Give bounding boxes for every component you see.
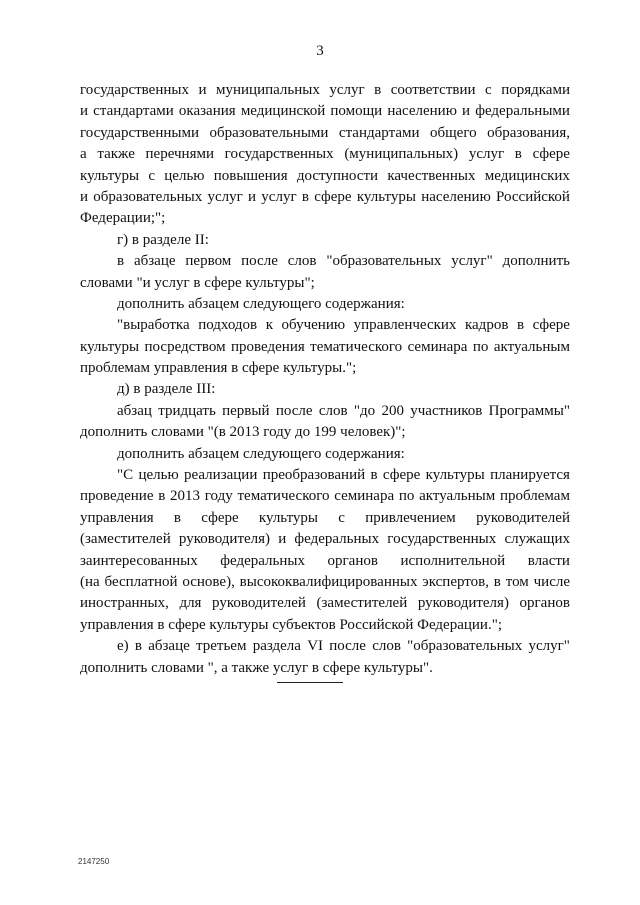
document-code: 2147250 [78, 857, 110, 866]
page-number: 3 [316, 43, 324, 59]
text-line: в абзаце первом после слов "образовательных услуг" дополнить [117, 253, 570, 270]
text-line: г) в разделе II: [117, 231, 209, 248]
text-line: а также перечнями государственных (муниципальных) услуг в сфере [80, 146, 570, 163]
text-line: государственных и муниципальных услуг в соответствии с порядками [80, 82, 570, 98]
text-line: дополнить абзацем следующего содержания: [117, 295, 405, 312]
text-line: "С целью реализации преобразований в сфере культуры планируется [117, 467, 570, 484]
text-line: дополнить абзацем следующего содержания: [117, 445, 405, 462]
text-line: (на бесплатной основе), высококвалифицированных экспертов, в том числе [80, 573, 570, 590]
closing-divider [277, 682, 343, 683]
text-line: государственными образовательными стандартами общего образования, [80, 124, 570, 141]
text-line: дополнить словами ", а также услуг в сфере культуры". [80, 659, 433, 676]
text-line: управления в сфере культуры субъектов Российской Федерации."; [80, 616, 502, 633]
text-line: Федерации;"; [80, 210, 166, 227]
text-line: управления в сфере культуры с привлечением руководителей [80, 509, 570, 526]
text-line: культуры с целью повышения доступности качественных медицинских [80, 167, 570, 184]
text-line: проведение в 2013 году тематического семинара по актуальным проблемам [80, 488, 570, 505]
text-line: "выработка подходов к обучению управленческих кадров в сфере [117, 317, 570, 334]
text-line: абзац тридцать первый после слов "до 200 участников Программы" [117, 402, 570, 419]
text-line: заинтересованных федеральных органов исполнительной власти [80, 552, 570, 569]
text-line: словами "и услуг в сфере культуры"; [80, 274, 315, 291]
text-line: е) в абзаце третьем раздела VI после слов "образовательных услуг" [117, 638, 570, 655]
text-line: культуры посредством проведения тематического семинара по актуальным [80, 338, 570, 355]
text-line: проблемам управления в сфере культуры."; [80, 360, 357, 377]
text-line: (заместителей руководителя) и федеральных государственных служащих [80, 531, 570, 548]
text-line: д) в разделе III: [117, 381, 216, 398]
text-line: иностранных, для руководителей (заместителей руководителя) органов [80, 595, 570, 612]
text-line: и стандартами оказания медицинской помощи населению и федеральными [80, 103, 570, 120]
text-line: дополнить словами "(в 2013 году до 199 человек)"; [80, 424, 406, 441]
document-body [80, 80, 570, 679]
text-line: и образовательных услуг и услуг в сфере культуры населению Российской [80, 188, 570, 205]
